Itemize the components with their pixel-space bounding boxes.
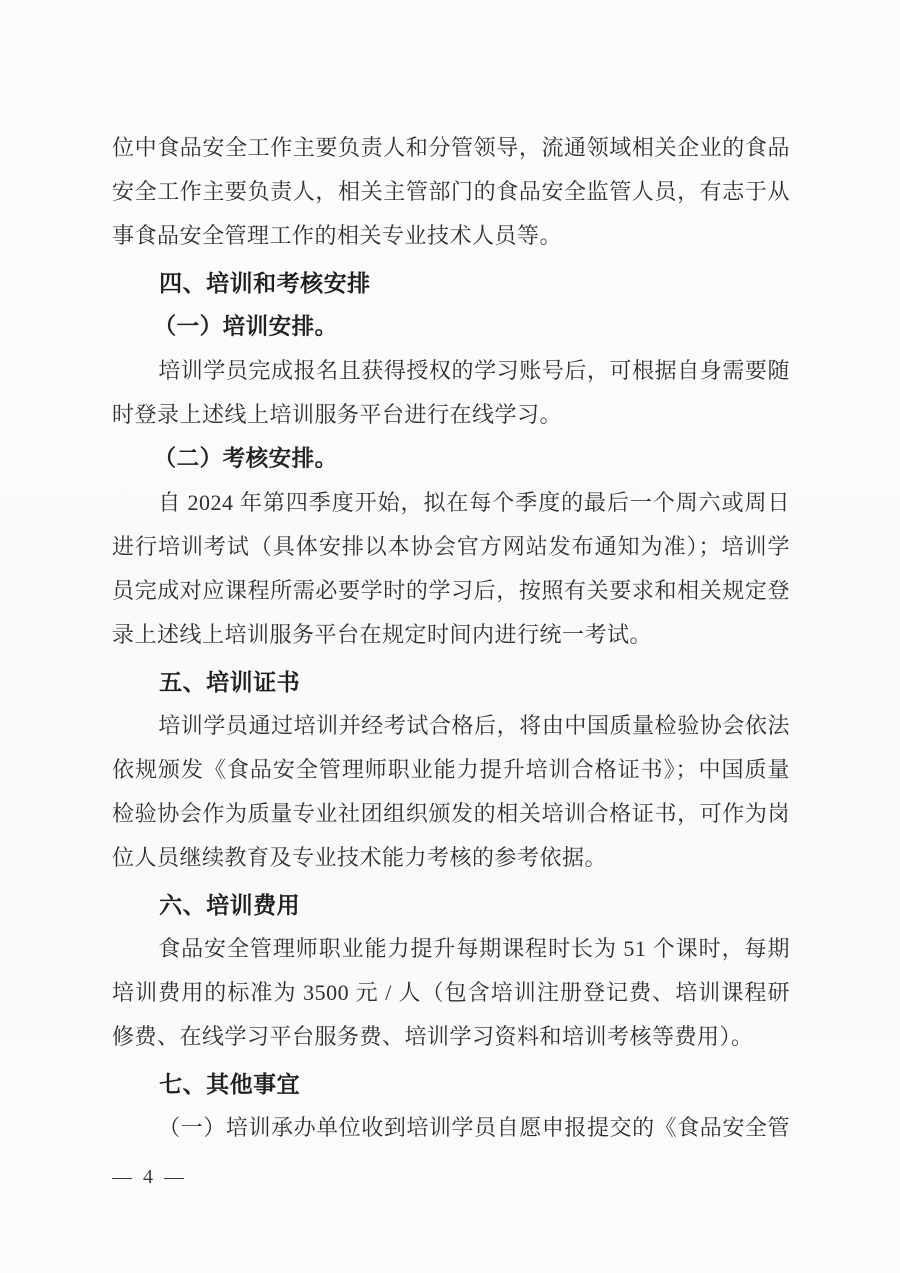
document-body xyxy=(112,126,790,1150)
section-six-line: 食品安全管理师职业能力提升每期课程时长为 51 个课时，每期 xyxy=(158,936,790,961)
page-number: — 4 — xyxy=(112,1166,187,1188)
section-four-sub-two-line: 员完成对应课程所需必要学时的学习后，按照有关要求和相关规定登 xyxy=(112,578,790,603)
section-seven-line: （一）培训承办单位收到培训学员自愿申报提交的《食品安全管 xyxy=(158,1115,790,1140)
section-six-heading: 六、培训费用 xyxy=(159,892,301,918)
section-four-sub-two-line: 自 2024 年第四季度开始，拟在每个季度的最后一个周六或周日 xyxy=(158,490,790,515)
section-four-sub-one-title: （一）培训安排。 xyxy=(153,314,338,339)
section-four-sub-two-line: 录上述线上培训服务平台在规定时间内进行统一考试。 xyxy=(112,622,653,647)
section-four-sub-two-line: 进行培训考试（具体安排以本协会官方网站发布通知为准）；培训学 xyxy=(112,534,790,559)
section-four-sub-two-title: （二）考核安排。 xyxy=(153,446,338,471)
section-four-sub-one-line: 时登录上述线上培训服务平台进行在线学习。 xyxy=(112,402,563,427)
section-four-sub-one-line: 培训学员完成报名且获得授权的学习账号后，可根据自身需要随 xyxy=(158,358,790,383)
section-four-heading: 四、培训和考核安排 xyxy=(159,270,371,296)
section-seven-heading: 七、其他事宜 xyxy=(159,1071,301,1097)
section-five-line: 位人员继续教育及专业技术能力考核的参考依据。 xyxy=(112,845,608,870)
section-six-line: 培训费用的标准为 3500 元 / 人（包含培训注册登记费、培训课程研 xyxy=(112,980,790,1005)
section-five-line: 培训学员通过培训并经考试合格后，将由中国质量检验协会依法 xyxy=(158,713,790,738)
section-six-line: 修费、在线学习平台服务费、培训学习资料和培训考核等费用）。 xyxy=(112,1024,754,1049)
intro-continuation-line: 事食品安全管理工作的相关专业技术人员等。 xyxy=(112,223,563,248)
intro-continuation-line: 安全工作主要负责人，相关主管部门的食品安全监管人员，有志于从 xyxy=(112,179,790,204)
section-five-line: 检验协会作为质量专业社团组织颁发的相关培训合格证书，可作为岗 xyxy=(112,801,790,826)
intro-continuation-line: 位中食品安全工作主要负责人和分管领导，流通领域相关企业的食品 xyxy=(112,135,790,160)
section-five-heading: 五、培训证书 xyxy=(159,669,301,695)
section-five-line: 依规颁发《食品安全管理师职业能力提升培训合格证书》；中国质量 xyxy=(112,757,790,782)
